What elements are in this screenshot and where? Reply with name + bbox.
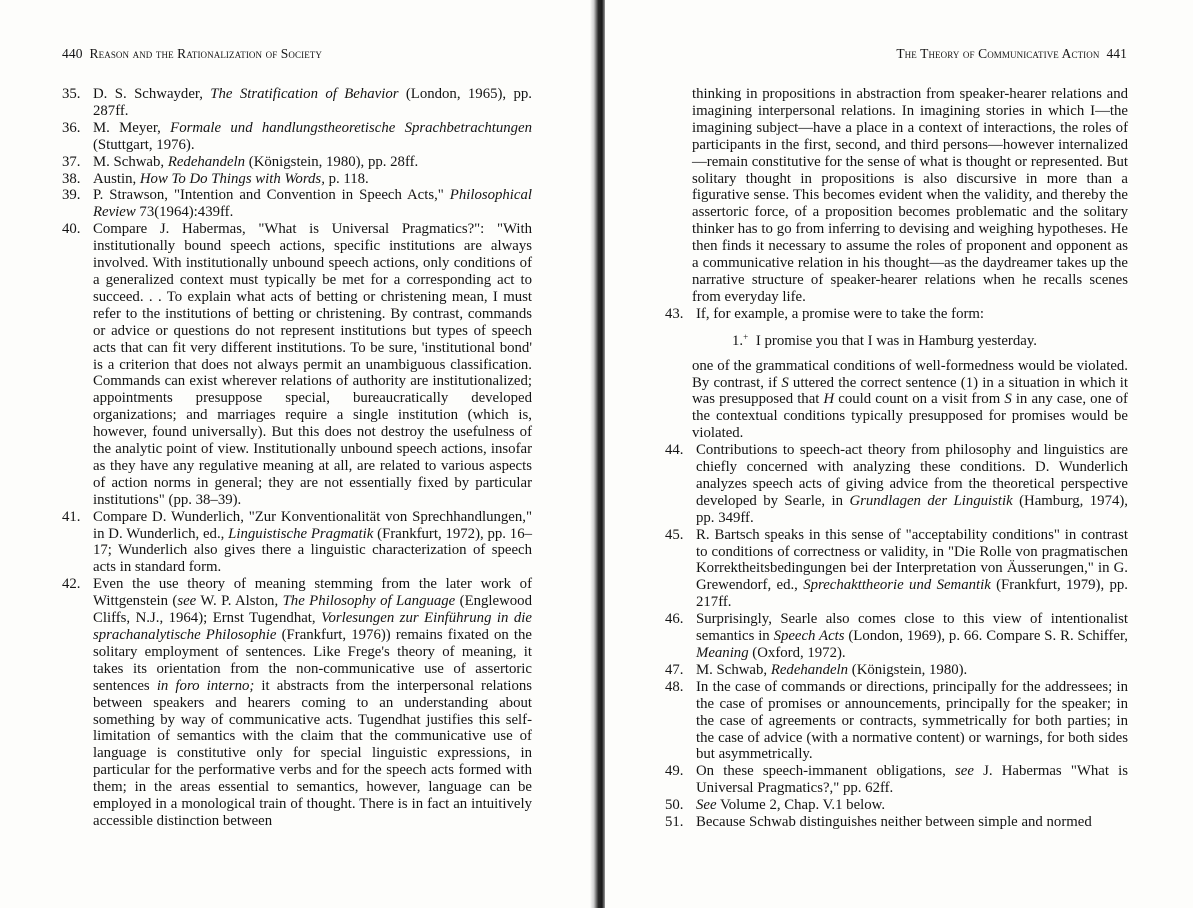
right-running-head: The Theory of Communicative Action [896, 46, 1100, 61]
note-42-continuation [665, 86, 1128, 306]
note-text: Surprisingly, Searle also comes close to this view of intentionalist semantics in [696, 611, 1128, 645]
note-text: (London, 1965), pp. 287ff. [93, 86, 532, 119]
note-text: R. Bartsch speaks in this sense of "acceptability conditions" in contrast to conditions of correctness or validity, in "Die Rolle von pragmatischen Korrektheitsbedingungen bei der Interpretation von Äusserungen," in G. Grewendorf, ed., [696, 526, 1128, 594]
note-43 [665, 306, 1128, 323]
note-text: Volume 2, Chap. V.1 below. [716, 797, 886, 814]
footnote-35 [62, 86, 532, 120]
note-text: Contributions to speech-act theory from philosophy and linguistics are chiefly concerned with analyzing these conditions. D. Wunderlich analyzes speech acts of giving advice from the theoretical perspective developed by Searle, in [696, 442, 1128, 509]
italic-text: S [781, 374, 789, 391]
note-text: in any case, one of the contextual conditions typically presupposed for promises would be violated. [692, 391, 1128, 442]
note-text: p. 118. [324, 170, 369, 187]
right-page-header [896, 46, 1127, 62]
footnote-51 [665, 814, 1128, 831]
note-number: 49. [665, 763, 684, 780]
italic-text: Redehandeln [770, 661, 849, 678]
left-notes-list [62, 86, 532, 830]
note-text: (Frankfurt, 1979), pp. 217ff. [696, 577, 1129, 611]
italic-text: The Stratification of Behavior [210, 86, 399, 102]
ill-formed-mark: + [743, 331, 749, 342]
note-text: thinking in propositions in abstraction from speaker-hearer relations and imagining interpersonal relations. In imagining stories in which I—the imagining subject—have a place in a context of interactions, the roles of participants in the first, second, and third persons—however internalized—remain constitutive for the sense of what is thought or represented. But solitary thought in propositions is also discursive in more than a figurative sense. This becomes evident when the validity, and thereby the assertoric force, of a proposition becomes problematic and the solitary thinker has to go from inferring to devising and weighing hypotheses. He then finds it necessary to assume the roles of proponent and opponent as a communicative relation in his thought—as the daydreamer takes up the narrative structure of speaker-hearer relations when he recalls scenes from everyday life. [692, 86, 1128, 305]
left-page [0, 0, 590, 908]
right-notes-list [665, 86, 1128, 831]
note-text: Because Schwab distinguishes neither between simple and normed [696, 814, 1092, 831]
italic-text: See [696, 797, 717, 814]
left-page-header [62, 46, 322, 62]
note-text: Compare D. Wunderlich, "Zur Konventionalität von Sprechhandlungen," in D. Wunderlich, ed., [93, 508, 532, 542]
italic-text: Linguistische Pragmatik [228, 525, 374, 542]
italic-text: Formale und handlungstheoretische Sprachbetrachtungen [170, 119, 532, 136]
footnote-39 [62, 187, 532, 221]
example-sentence [665, 329, 1128, 350]
example-number [732, 333, 748, 349]
note-text: (Stuttgart, 1976). [93, 136, 195, 153]
note-43-intro [696, 306, 984, 322]
italic-text: Sprechakttheorie und Semantik [803, 577, 991, 594]
footnote-49 [665, 763, 1128, 797]
note-number: 50. [665, 797, 684, 814]
right-page-number: 441 [1106, 46, 1127, 61]
note-43-continuation [665, 358, 1128, 443]
note-text: (Oxford, 1972). [748, 645, 846, 661]
note-number: 35. [62, 86, 81, 102]
italic-text: Grundlagen der Linguistik [849, 492, 1013, 509]
book-gutter [590, 0, 605, 908]
note-text: M. Schwab, [696, 661, 771, 678]
footnote-38 [62, 171, 532, 188]
note-text: (London, 1969), p. 66. Compare S. R. Schiffer, [844, 628, 1128, 645]
note-text: one of the grammatical conditions of well-formedness would be violated. By contrast, if [692, 357, 1128, 391]
footnote-42 [62, 576, 532, 830]
note-text: If, for example, a promise were to take the form: [696, 305, 985, 322]
note-number: 48. [665, 678, 684, 695]
note-number: 47. [665, 661, 684, 678]
note-text: P. Strawson, "Intention and Convention in Speech Acts," [93, 187, 450, 204]
italic-text: Philosophical Review [93, 187, 532, 221]
footnote-41 [62, 509, 532, 577]
italic-text: S [1004, 391, 1012, 408]
italic-text: see [177, 593, 197, 610]
italic-text: The Philosophy of Language [282, 593, 456, 610]
note-text: On these speech-immanent obligations, [696, 763, 955, 780]
example-index: 1. [732, 332, 744, 349]
note-text: M. Meyer, [93, 119, 171, 136]
note-number: 39. [62, 187, 81, 204]
note-text: (Englewood Cliffs, N.J., 1964); Ernst Tugendhat, [93, 593, 532, 627]
note-number: 45. [665, 526, 684, 543]
footnote-37 [62, 154, 532, 171]
note-text: (Frankfurt, 1976)) remains fixated on the solitary employment of sentences. Like Frege's theory of meaning, it takes its orientation from the non-communicative use of assertoric sentences [93, 627, 532, 694]
footnote-48 [665, 679, 1128, 764]
note-number: 41. [62, 508, 81, 525]
note-number: 38. [62, 170, 81, 187]
note-text: Even the use theory of meaning stemming from the later work of Wittgenstein ( [93, 576, 532, 610]
note-number: 36. [62, 119, 81, 136]
footnote-36 [62, 120, 532, 154]
italic-text: H [823, 391, 835, 408]
note-text: it abstracts from the interpersonal relations between speakers and hearers coming to an understanding about something by way of communicative acts. Tugendhat justifies this self-limitation of semantics with the claim that the communicative use of language is constitutive only for special linguistic expressions, in particular for the performative verbs and for the speech acts formed with them; in the areas essential to semantics, however, language can be employed in a monological train of thought. There is in fact an intuitively accessible distinction between [93, 677, 532, 829]
footnote-46 [665, 611, 1128, 662]
footnote-45 [665, 527, 1128, 612]
note-text: Austin, [93, 170, 140, 187]
italic-text: Redehandeln [167, 153, 246, 170]
note-text: 73(1964):439ff. [135, 204, 234, 221]
italic-text: see [955, 763, 974, 780]
italic-text: Speech Acts [773, 628, 845, 645]
footnote-47 [665, 662, 1128, 679]
note-number: 37. [62, 153, 81, 170]
note-text: (Königstein, 1980). [848, 661, 968, 678]
note-text: could count on a visit from [834, 391, 1005, 408]
italic-text: in foro interno; [156, 677, 255, 694]
left-page-number: 440 [62, 46, 83, 61]
note-text: D. S. Schwayder, [93, 86, 211, 102]
note-text: In the case of commands or directions, principally for the addressees; in the case of promises or announcements, principally for the speaker; in the case of agreements or contracts, symmetrically for both parties; in the case of advice (with a normative content) or warnings, for both sides but asymmetrically. [696, 678, 1128, 763]
note-number: 43. [665, 305, 684, 322]
note-text: (Frankfurt, 1972), pp. 16–17; Wunderlich also gives there a linguistic characterization of speech acts in standard form. [93, 525, 532, 576]
footnote-40 [62, 221, 532, 508]
note-number: 46. [665, 611, 684, 628]
note-text: (Königstein, 1980), pp. 28ff. [245, 153, 419, 170]
note-text: W. P. Alston, [196, 593, 283, 610]
note-text: (Hamburg, 1974), pp. 349ff. [696, 492, 1128, 526]
note-text: Compare J. Habermas, "What is Universal Pragmatics?": "With institutionally bound speech actions, specific institutions are always involved. With institutionally unbound speech actions, only conditions of a generalized context must typically be met for a corresponding act to succeed. . . To explain what acts of betting or christening mean, I must refer to the institutions of betting or christening. By contrast, commands or advice or questions do not represent institutions but types of speech acts that can fit very different institutions. To be sure, 'institutional bond' is a criterion that does not always permit an unambiguous classification. Commands can exist wherever relations of authority are institutionalized; appointments presuppose special, bureaucratically developed organizations; and marriages require a single institution (which is, however, found universally). But this does not destroy the usefulness of the analytic point of view. Institutionally unbound speech actions, insofar as they have any regulative meaning at all, are related to various aspects of action norms in general; they are not essentially fixed by particular institutions" (pp. 38–39). [93, 221, 532, 508]
italic-text: Meaning [696, 645, 749, 661]
note-number: 44. [665, 442, 684, 459]
left-running-head: Reason and the Rationalization of Society [89, 46, 322, 61]
note-number: 51. [665, 814, 684, 831]
right-page [605, 0, 1193, 908]
footnote-44 [665, 442, 1128, 527]
italic-text: How To Do Things with Words, [139, 170, 325, 187]
italic-text: Vorlesungen zur Einführung in die sprachanalytische Philosophie [93, 610, 532, 643]
note-text: M. Schwab, [93, 153, 168, 170]
note-number: 40. [62, 221, 81, 238]
footnote-50 [665, 797, 1128, 814]
note-number: 42. [62, 576, 81, 593]
note-text: uttered the correct sentence (1) in a situation in which it was presupposed that [692, 374, 1128, 408]
note-text: J. Habermas "What is Universal Pragmatics?," pp. 62ff. [696, 763, 1128, 797]
example-text: I promise you that I was in Hamburg yesterday. [755, 332, 1037, 349]
